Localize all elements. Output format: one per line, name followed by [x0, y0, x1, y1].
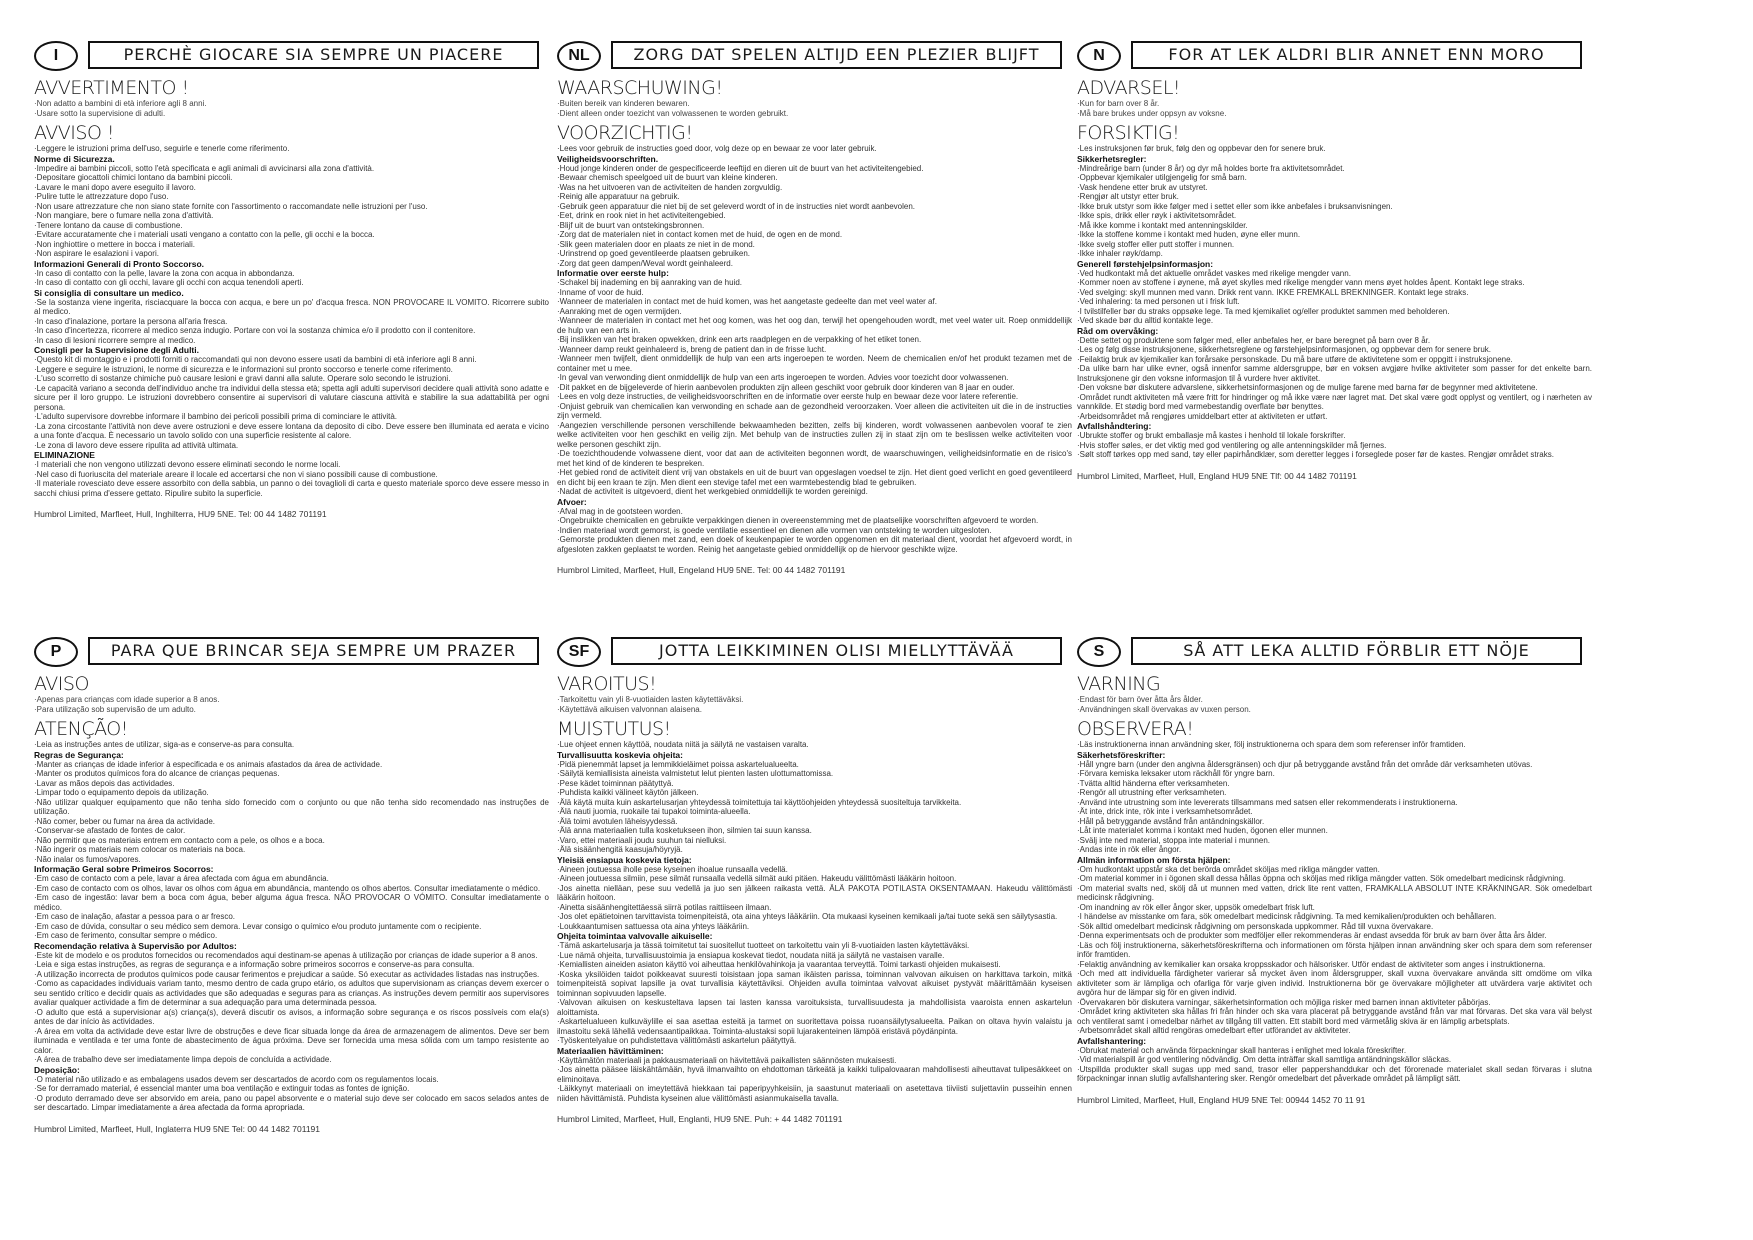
instruction-line: ·Älä toimi avotulen läheisyydessä. [557, 816, 678, 826]
instruction-line: ·Ved skade bør du alltid kontakte lege. [1077, 316, 1214, 325]
instruction-line: ·O produto derramado deve ser absorvido em areia, pano ou papel absorvente e o material sujo deve ser colocado em sacos selados antes de ser descartado. Limpar imediatamente a área afectada da forma apropriada. [34, 1093, 549, 1112]
warning-line: ·Må bare brukes under oppsyn av voksne. [1077, 109, 1227, 118]
instruction-line: ·Leggere le istruzioni prima dell'uso, seguirle e tenerle come riferimento. [34, 144, 290, 153]
warning-line: ·Usare sotto la supervisione di adulti. [34, 109, 166, 118]
instruction-line: ·Gemorste produkten dienen met zand, een doek of keukenpapier te worden opgenomen en dit materiaal dient, voordat het afgevoerd wordt, in afgesloten zakken geplaatst te worden. Reinig het aangetaste gebied onmiddellijk op de hiervoor geschikte wijze. [557, 535, 1072, 554]
instruction-line: ·Il materiale rovesciato deve essere assorbito con della sabbia, un panno o dei tovaglioli di carta e questo materiale sporco deve essere messo in sacchi chiusi prima d'essere gettato. Ripulire subito la superficie. [34, 479, 549, 498]
company-address: Humbrol Limited, Marfleet, Hull, Inglaterra HU9 5NE Tel: 00 44 1482 701191 [34, 1123, 321, 1134]
slogan-box: JOTTA LEIKKIMINEN OLISI MIELLYTTÄVÄÄ [611, 637, 1062, 665]
language-badge: SF [557, 637, 601, 667]
section-heading: Allmän information om första hjälpen: [1077, 854, 1231, 865]
instruction-line: ·Jos olet epätietoinen tarvittavista toimenpiteistä, ota aina yhteys lääkäriin. Ota mukaasi kyseinen kemikaali ja/tai tuote sekä sen säilytysastia. [557, 912, 1058, 921]
instruction-line: ·Om hudkontakt uppstår ska det berörda området sköljas med rikliga mängder vatten. [1077, 864, 1380, 874]
instruction-line: ·Em caso de dúvida, consultar o seu médico sem demora. Levar consigo o químico e/ou produto juntamente com o recipiente. [34, 921, 482, 931]
panel-fi [557, 634, 1072, 1194]
instruction-line: ·Não comer, beber ou fumar na área da actividade. [34, 816, 215, 826]
instruction-line: ·Evitare accuratamente che i materiali usati vengano a contatto con la pelle, gli occhi e la bocca. [34, 230, 375, 239]
instruction-line: ·Ikke svelg stoffer eller putt stoffer i munnen. [1077, 239, 1235, 249]
instruction-line: ·Obrukat material och använda förpackningar skall hanteras i enlighet med lokala föreskrifter. [1077, 1045, 1407, 1055]
instruction-line: ·Ainetta sisäänhengitettäessä siirrä potilas raittiiseen ilmaan. [557, 902, 772, 912]
instruction-line: ·In caso d'incertezza, ricorrere al medico senza indugio. Portare con voi la sostanza chimica e/o il prodotto con il contenitore. [34, 326, 476, 335]
instruction-line: ·Läikkynyt materiaali on imeytettävä hiekkaan tai paperipyyhkeisiin, ja saastunut materiaali on asetettava tiiviisti suljettaviin pusseihin ennen niiden hävittämistä. Puhdista kyseinen alue välittömästi asianmukaisella tavalla. [557, 1084, 1072, 1103]
instruction-line: ·Työskentelyalue on puhdistettava välittömästi askartelun päätyttyä. [557, 1036, 797, 1045]
instruction-line: ·Jos ainetta pääsee läiskähtämään, hyvä ilmanvaihto on ehdottoman tärkeätä ja kaikki tulipalovaaran mahdollisesti aiheuttavat tulipesäkkeet on eliminoitava. [557, 1065, 1072, 1084]
section-heading: Sikkerhetsregler: [1077, 153, 1147, 164]
instruction-line: ·Em caso de contacto com os olhos, lavar os olhos com água em abundância, mantendo os olhos abertos. Consultar imediatamente o médico. [34, 883, 541, 893]
instruction-line: ·Manter as crianças de idade inferior à especificada e os animais afastados da área de actividade. [34, 759, 383, 769]
instruction-line: ·Dette settet og produktene som følger med, eller anbefales her, er bare beregnet på barn over 8 år. [1077, 335, 1431, 345]
section-heading: Informação Geral sobre Primeiros Socorros: [34, 864, 214, 874]
section-heading: Råd om overvåking: [1077, 325, 1159, 336]
instruction-line: ·Nel caso di fuoriuscita del materiale areare il locale ed accertarsi che non vi siano possibili cause di combustione. [34, 469, 438, 479]
instruction-line: ·Impedire ai bambini piccoli, sotto l'età specificata e agli animali di avvicinarsi alla zona d'attività. [34, 163, 375, 173]
instruction-line: ·Arbeidsområdet må rengjøres umiddelbart etter at aktiviteten er utført. [1077, 411, 1328, 421]
instruction-line: ·Em caso de contacto com a pele, lavar a área afectada com água em abundância. [34, 874, 329, 883]
instruction-line: ·Aangezien verschillende personen verschillende bekwaamheden bezitten, zelfs bij kinderen, wordt volwassenen aanbevolen vooraf te zien welke activiteiten voor hen geschikt en veilig zijn. Met behulp van de instructies zullen zij in staat zijn om te beslissen welke activiteiten voor welke personen geschikt zijn. [557, 420, 1072, 449]
section-heading: Generell førstehjelpsinformasjon: [1077, 258, 1214, 269]
instruction-line: ·Eet, drink en rook niet in het activiteitengebied. [557, 211, 726, 220]
company-address: Humbrol Limited, Marfleet, Hull, Englanti, HU9 5NE. Puh: + 44 1482 701191 [557, 1114, 843, 1124]
instruction-line: ·Hvis stoffer søles, er det viktig med god ventilering og alle antenningskilder må fjernes. [1077, 440, 1387, 450]
instruction-line: ·Aanraking met de ogen vermijden. [557, 306, 682, 316]
instruction-line: ·Non mangiare, bere o fumare nella zona d'attività. [34, 211, 214, 220]
instruction-line: ·Feilaktig bruk av kjemikalier kan forårsake personskade. Du må bare utføre de aktivitetene som er oppgitt i instruksjonene. [1077, 354, 1513, 364]
instruction-line: ·Como as capacidades individuais variam tanto, mesmo dentro de cada grupo etário, os adultos que supervisionam as crianças devem exercer o seu sentido crítico e decidir quais as actividades que são adequadas e seguras para as crianças. As instruções devem permitir aos supervisores avaliar qualquer actividade a fim de determinar a sua adequação para uma determinada pessoa. [34, 979, 549, 1007]
caution-title: MUISTUTUS! [557, 718, 671, 740]
instruction-line: ·Älä käytä muita kuin askartelusarjan yhteydessä toimitettuja tai käyttöohjeiden yhteydessä suositeltuja tarvikkeita. [557, 797, 962, 807]
instruction-line: ·De toezichthoudende volwassene dient, voor dat aan de activiteiten begonnen wordt, de waarschuwingen, veiligheidsinformatie en de risico's met het kind of de kinderen te bespreken. [557, 449, 1072, 468]
instruction-line: ·Loukkaantumisen sattuessa ota aina yhteys lääkäriin. [557, 921, 750, 931]
instruction-line: ·Ved hudkontakt må det aktuelle området vaskes med rikelige mengder vann. [1077, 268, 1351, 278]
instruction-line: ·Sølt stoff tørkes opp med sand, tøy eller papirhåndklær, som deretter legges i forseglede poser før de kastes. Rengjør området straks. [1077, 450, 1554, 459]
instruction-line: ·Pulire tutte le attrezzature dopo l'uso. [34, 192, 169, 201]
caution-title: AVVISO ! [34, 122, 115, 144]
instruction-line: ·Låt inte materialet komma i kontakt med huden, ögonen eller munnen. [1077, 826, 1328, 835]
instruction-line: ·Lue nämä ohjeita, turvallisuustoimia ja ensiapua koskevat tiedot, noudata niitä ja säilytä ne vastaisen varalle. [557, 950, 945, 960]
instruction-line: ·Het gebied rond de activiteit dient vrij van obstakels en uit de buurt van opgeslagen voedsel te zijn. Het dient goed verlicht en goed geventileerd en dicht bij een kraan te zijn. Men dient een stevige tafel met een warmtebestendig blad te gebruiken. [557, 468, 1072, 487]
instruction-line: ·Non inghiottire o mettere in bocca i materiali. [34, 239, 195, 249]
instruction-line: ·Lees en volg deze instructies, de veiligheidsvoorschriften en de informatie over eerste hulp en bewaar deze voor latere referentie. [557, 392, 1019, 401]
instruction-line: ·Pese kädet toiminnan päätyttyä. [557, 778, 674, 788]
section-heading: Ohjeita toimintaa valvovalle aikuiselle: [557, 931, 713, 941]
instruction-line: ·Não permitir que os materiais entrem em contacto com a pele, os olhos e a boca. [34, 835, 325, 845]
warning-title: AVISO [34, 673, 89, 695]
instruction-line: ·Om material svalts ned, skölj då ut munnen med vatten, drick lite rent vatten, FRAMKALLA ABSOLUT INTE KRÄKNINGAR. Sök omedelbart medicinsk rådgivning. [1077, 883, 1592, 902]
caution-title: FORSIKTIG! [1077, 122, 1180, 144]
instruction-line: ·Älä sisäänhengitä kaasuja/höyryjä. [557, 845, 683, 854]
instruction-line: ·Leia e siga estas instruções, as regras de segurança e a informação sobre primeiros socorros e conserve-as para consulta. [34, 960, 475, 969]
instruction-line: ·Este kit de modelo e os produtos fornecidos ou recomendados aqui destinam-se apenas à utilização por crianças de idade superior a 8 anos. [34, 950, 538, 960]
instruction-line: ·Kemiallisten aineiden asiaton käyttö voi aiheuttaa henkilövahinkoja ja vaarantaa terveyttä. Toimi tarkasti ohjeiden mukaisesti. [557, 960, 1001, 969]
instruction-line: ·In caso di contatto con gli occhi, lavare gli occhi con acqua tenendoli aperti. [34, 278, 304, 287]
warning-line: ·Non adatto a bambini di età inferiore agli 8 anni. [34, 99, 207, 108]
warning-line: ·Buiten bereik van kinderen bewaren. [557, 99, 690, 108]
instruction-line: ·Käyttämätön materiaali ja pakkausmateriaali on hävitettävä paikallisten säännösten mukaisesti. [557, 1055, 897, 1065]
instruction-line: ·Bij inslikken van het braken opwekken, drink een arts raadplegen en de verpakking of het etiket tonen. [557, 335, 922, 344]
section-heading: Säkerhetsföreskrifter: [1077, 749, 1166, 760]
instruction-line: ·Svälj inte ned material, stoppa inte material i munnen. [1077, 835, 1270, 845]
instruction-line: ·Leia as instruções antes de utilizar, siga-as e conserve-as para consulta. [34, 740, 295, 749]
instruction-line: ·Området kring aktiviteten ska hållas fri från hinder och ska vara placerat på betryggande avstånd från var mat förvaras. Det ska vara väl belyst och ventilerat samt i omedelbar närhet av tillgång till vatten. Ett stabilt bord med värmetålig skiva är en lämplig arbetsplats. [1077, 1007, 1592, 1026]
instruction-line: ·In caso di lesioni ricorrere sempre al medico. [34, 335, 196, 345]
warning-line: ·Käytettävä aikuisen valvonnan alaisena. [557, 705, 702, 714]
slogan-box: SÅ ATT LEKA ALLTID FÖRBLIR ETT NÖJE [1131, 637, 1582, 665]
instruction-line: ·I tvilstilfeller bør du straks oppsøke lege. Ta med kjemikaliet og/eller produktet sammen med beholderen. [1077, 306, 1450, 316]
slogan-box: PARA QUE BRINCAR SEJA SEMPRE UM PRAZER [88, 637, 539, 665]
instruction-line: ·Tenere lontano da cause di combustione. [34, 220, 183, 230]
panel-header [1077, 634, 1592, 670]
warning-line: ·Endast för barn över åtta års ålder. [1077, 695, 1203, 704]
instruction-line: ·Sök alltid omedelbart medicinsk rådgivning om personskada uppkommer. Råd till vuxna övervakare. [1077, 921, 1434, 931]
warning-line: ·Dient alleen onder toezicht van volwassenen te worden gebruikt. [557, 109, 789, 118]
instruction-line: ·Ikke inhaler røyk/damp. [1077, 249, 1163, 258]
language-badge: P [34, 637, 78, 667]
instruction-line: ·Não utilizar qualquer equipamento que não tenha sido fornecido com o conjunto ou que não tenha sido recomendado nas instruções de utilização. [34, 797, 549, 816]
panel-nl [557, 38, 1072, 598]
instruction-line: ·Området rundt aktiviteten må være fritt for hindringer og må ikke være nær lagret mat. Det skal være godt opplyst og ventilert, og i nærheten av vannkilde. Et stødig bord med varmebestandig overflate bør benyttes. [1077, 392, 1592, 411]
instruction-line: ·I materiali che non vengono utilizzati devono essere eliminati secondo le norme locali. [34, 460, 341, 469]
instruction-line: ·Houd jonge kinderen onder de gespecificeerde leeftijd en dieren uit de buurt van het activiteitengebied. [557, 163, 924, 173]
instruction-line: ·Afval mag in de gootsteen worden. [557, 506, 683, 516]
instruction-line: ·Älä nauti juomia, ruokaile tai tupakoi toiminta-alueella. [557, 807, 751, 816]
warning-line: ·Para utilização sob supervisão de um adulto. [34, 705, 196, 714]
instruction-line: ·Tämä askartelusarja ja tässä toimitetut tai suositellut tuotteet on tarkoitettu vain yli 8-vuotiaiden lasten käytettäväksi. [557, 941, 970, 950]
instruction-line: ·Ikke spis, drikk eller røyk i aktivitetsområdet. [1077, 211, 1237, 220]
section-heading: ELIMINAZIONE [34, 450, 95, 460]
instruction-line: ·Om inandning av rök eller ångor sker, uppsök omedelbart frisk luft. [1077, 902, 1315, 912]
instruction-line: ·A utilização incorrecta de produtos químicos pode causar ferimentos e prejudicar a saúde. Só executar as actividades listadas nas instruções. [34, 969, 540, 979]
instruction-line: ·Reinig alle apparatuur na gebruik. [557, 192, 680, 201]
instruction-line: ·Lavare le mani dopo avere eseguito il lavoro. [34, 182, 196, 192]
warning-title: ADVARSEL! [1077, 77, 1181, 99]
instruction-line: ·Bewaar chemisch speelgoed uit de buurt van kleine kinderen. [557, 173, 778, 182]
instruction-line: ·L'adulto supervisore dovrebbe informare il bambino dei pericoli possibili prima di cominciare le attività. [34, 412, 398, 421]
instruction-line: ·O material não utilizado e as embalagens usados devem ser descartados de acordo com os regulamentos locais. [34, 1074, 439, 1084]
instruction-line: ·Ikke la stoffene komme i kontakt med huden, øyne eller munn. [1077, 230, 1301, 239]
instruction-line: ·La zona circostante l'attività non deve avere ostruzioni e deve essere lontana da deposito di cibo. Deve essere ben illuminata ed aerata e vicino a una fonte d'acqua. È necessario un tavolo solido con una superficie resistente al calore. [34, 421, 549, 440]
instruction-line: ·Den voksne bør diskutere advarslene, sikkerhetsinformasjonen og de mulige farene med barna før de begynner med aktivitetene. [1077, 383, 1538, 392]
section-heading: Yleisiä ensiapua koskevia tietoja: [557, 854, 692, 865]
instruction-line: ·Valvovan aikuisen on keskusteltava lapsen tai lasten kanssa varoituksista, turvallisuudesta ja mahdollisista vaaroista ennen askartelun aloittamista. [557, 998, 1072, 1017]
instruction-line: ·Må ikke komme i kontakt med antenningskilder. [1077, 220, 1248, 230]
instruction-line: ·Vid materialspill är god ventilering nödvändig. Om detta inträffar skall samtliga antändningskällor släckas. [1077, 1055, 1452, 1064]
warning-title: WAARSCHUWING! [557, 77, 723, 99]
instruction-line: ·Nadat de activiteit is uitgevoerd, dient het werkgebied onmiddellijk te worden gereinigd. [557, 487, 868, 496]
caution-title: OBSERVERA! [1077, 718, 1194, 740]
section-heading: Informatie over eerste hulp: [557, 268, 669, 278]
section-heading: Avfallshåndtering: [1077, 421, 1152, 431]
instruction-line: ·Lue ohjeet ennen käyttöä, noudata niitä ja säilytä ne vastaisen varalta. [557, 740, 809, 749]
instruction-line: ·Ved svelging: skyll munnen med vann. Drikk rent vann. IKKE FREMKALL BREKNINGER. Kontakt lege straks. [1077, 287, 1469, 297]
slogan-box: PERCHÈ GIOCARE SIA SEMPRE UN PIACERE [88, 41, 539, 69]
instruction-line: ·Varo, ettei materiaali joudu suuhun tai nielluksi. [557, 835, 727, 845]
section-heading: Regras de Segurança: [34, 749, 124, 760]
instruction-line: ·Blijf uit de buurt van ontstekingsbronnen. [557, 220, 705, 230]
instruction-line: ·Se la sostanza viene ingerita, risciacquare la bocca con acqua, e bere un po' d'acqua fresca. NON PROVOCARE IL VOMITO. Ricorrere subito al medico. [34, 297, 549, 316]
section-heading: Turvallisuutta koskevia ohjeita: [557, 749, 683, 760]
company-address: Humbrol Limited, Marfleet, Hull, Engeland HU9 5NE. Tel: 00 44 1482 701191 [557, 565, 846, 575]
instruction-line: ·Gebruik geen apparatuur die niet bij de set geleverd wordt of in de instructies niet wordt aanbevolen. [557, 201, 915, 211]
instruction-line: ·Rengjør alt utstyr etter bruk. [1077, 192, 1179, 201]
warning-line: ·Kun for barn over 8 år. [1077, 99, 1160, 108]
instruction-line: ·Slik geen materialen door en plaats ze niet in de mond. [557, 239, 755, 249]
instruction-line: ·Arbetsområdet skall alltid rengöras omedelbart efter utförandet av aktiviteter. [1077, 1026, 1351, 1035]
instruction-line: ·Använd inte utrustning som inte levererats tillsammans med satsen eller rekommenderats i instruktionerna. [1077, 797, 1458, 807]
instruction-line: ·Ongebruikte chemicalien en gebruikte verpakkingen dienen in overeenstemming met de plaatselijke voorschriften afgevoerd te worden. [557, 516, 1039, 525]
instruction-line: ·Wanneer de materialen in contact met het oog komen, was het oog dan, terwijl het opengehouden wordt, met veel water uit. Roep onmiddellijk de hulp van een arts in. [557, 316, 1072, 335]
panel-header [557, 38, 1072, 74]
instruction-line: ·Não inalar os fumos/vapores. [34, 854, 141, 864]
panel-header [34, 634, 549, 670]
caution-title: ATENÇÃO! [34, 718, 128, 740]
instruction-line: ·O adulto que está a supervisionar a(s) criança(s), deverá discutir os avisos, a informação sobre segurança e os riscos possíveis com ela(s) antes de dar início às actividades. [34, 1007, 549, 1026]
instruction-line: ·Inname of voor de huid. [557, 287, 644, 297]
instruction-line: ·Ät inte, drick inte, rök inte i verksamhetsområdet. [1077, 807, 1253, 816]
section-heading: Norme di Sicurezza. [34, 153, 115, 164]
instruction-line: ·Em caso de ingestão: lavar bem a boca com água, beber alguma água fresca. NÃO PROVOCAR O VÓMITO. Consultar imediatamente o médico. [34, 893, 549, 912]
instruction-line: ·Se for derramado material, é essencial manter uma boa ventilação e extinguir todas as fontes de ignição. [34, 1084, 410, 1093]
instruction-line: ·Conservar-se afastado de fontes de calor. [34, 826, 186, 835]
instruction-line: ·Non usare attrezzature che non siano state fornite con l'assortimento o raccomandate nelle istruzioni per l'uso. [34, 201, 428, 211]
slogan-box: FOR AT LEK ALDRI BLIR ANNET ENN MORO [1131, 41, 1582, 69]
instruction-line: ·Denna experimentsats och de produkter som medföljer eller rekommenderas är endast avsedda för bruk av barn över åtta års ålder. [1077, 931, 1547, 940]
instruction-line: ·Depositare giocattoli chimici lontano da bambini piccoli. [34, 173, 233, 182]
warning-title: AVVERTIMENTO ! [34, 77, 189, 99]
instruction-line: ·A área em volta da actividade deve estar livre de obstruções e deve ficar situada longe da área de armazenagem de alimentos. Deve ser bem iluminada e ventilada e ter uma fonte de abastecimento de água próxima. Deve ser fornecida uma mesa sólida com um tampo resistente ao calor. [34, 1026, 549, 1055]
panel-header [34, 38, 549, 74]
instruction-line: ·Håll på betryggande avstånd från antändningskällor. [1077, 816, 1265, 826]
instruction-line: ·Säilytä kemiallisista aineista valmistetut lelut pienten lasten ulottumattomissa. [557, 769, 834, 778]
instruction-line: ·Askartelualueen kulkuväylille ei saa asettaa esteitä ja tarmet on suoritettava poissa ruoansäilytysalueelta. Paikan on oltava hyvin valaistu ja ilmastoitu sekä lähellä vedensaantipaikkaa. Toiminta-alustaksi sopii lujarakenteinen lämpöä eristävä pöydänpinta. [557, 1017, 1072, 1036]
instruction-line: ·Onjuist gebruik van chemicalien kan verwonding en schade aan de gezondheid veroorzaken. Voer alleen die activiteiten uit die in de instructies zijn vermeld. [557, 401, 1072, 420]
section-heading: Consigli per la Supervisione degli Adulti. [34, 345, 199, 355]
instruction-line: ·Kommer noen av stoffene i øynene, må øyet skylles med rikelige mengder vann mens øyet holdes åpent. Kontakt lege straks. [1077, 278, 1525, 287]
panel-header [1077, 38, 1592, 74]
instruction-line: ·I händelse av misstanke om fara, sök omedelbart medicinsk rådgivning. Ta med kemikalien/produkten och behållaren. [1077, 912, 1497, 921]
instruction-line: ·Em caso de ferimento, consultar sempre o médico. [34, 931, 218, 940]
instruction-line: ·Les og følg disse instruksjonene, sikkerhetsreglene og førstehjelpsinformasjonen, og oppbevar dem for senere bruk. [1077, 345, 1491, 354]
section-heading: Avfallshantering: [1077, 1035, 1147, 1046]
instruction-line: ·Zorg dat de materialen niet in contact komen met de huid, de ogen en de mond. [557, 230, 843, 239]
instruction-line: ·Zorg dat geen dampen/Weval wordt geinhaleerd. [557, 258, 733, 268]
section-heading: Deposição: [34, 1064, 80, 1075]
instruction-line: ·Övervakaren bör diskutera varningar, säkerhetsinformation och möjliga risker med barnen innan aktiviteter påbörjas. [1077, 997, 1491, 1007]
instruction-line: ·Läs och följ instruktionerna, säkerhetsföreskrifterna och informationen om första hjälpen innan användning sker och spara dem som referenser inför framtiden. [1077, 940, 1592, 959]
section-heading: Si consiglia di consultare un medico. [34, 287, 184, 298]
instruction-line: ·Aineen joutuessa iholle pese kyseinen ihoalue runsaalla vedellä. [557, 864, 788, 874]
company-address: Humbrol Limited, Marfleet, Hull, England HU9 5NE Tel: 00944 1452 70 11 91 [1077, 1094, 1366, 1105]
section-heading: Recomendação relativa à Supervisão por Adultos: [34, 940, 237, 951]
instruction-line: ·In caso d'inalazione, portare la persona all'aria fresca. [34, 316, 228, 326]
panel-pt [34, 634, 549, 1194]
warning-line: ·Tarkoitettu vain yli 8-vuotiaiden lasten käytettäväksi. [557, 695, 744, 704]
language-badge: NL [557, 41, 601, 71]
instruction-line: ·Wanneer de materialen in contact met de huid komen, was het aangetaste gedeelte dan met veel water af. [557, 297, 937, 306]
slogan-box: ZORG DAT SPELEN ALTIJD EEN PLEZIER BLIJFT [611, 41, 1062, 69]
instruction-line: ·In caso di contatto con la pelle, lavare la zona con acqua in abbondanza. [34, 268, 295, 278]
instruction-line: ·Limpar todo o equipamento depois da utilização. [34, 788, 209, 797]
instruction-line: ·Koska yksilöiden taidot poikkeavat suuresti toisistaan jopa saman ikäisten parissa, toiminnan valvovan aikuisen on harkittava tarkoin, mitkä toimenpiteistä sopivat lapsille ja ovat turvallisia käytettäviksi. Ohjeiden avulla toimintaa valvovat aikuiset pystyvät määrittämään kyseisen toiminnan sopivuuden lapselle. [557, 969, 1072, 998]
warning-title: VAROITUS! [557, 673, 657, 695]
instruction-line: ·Le zona di lavoro deve essere ripulita ad attività ultimata. [34, 440, 239, 450]
instruction-line: ·Da ulike barn har ulike evner, også innenfor samme aldersgruppe, bør en voksen avgjøre hvilke aktiviteter som passer for det enkelte barn. Instruksjonene gir den voksne informasjon til å vurdere hver aktivitet. [1077, 364, 1592, 383]
instruction-line: ·A área de trabalho deve ser imediatamente limpa depois de concluída a actividade. [34, 1055, 332, 1064]
warning-title: VARNING [1077, 673, 1161, 695]
instruction-line: ·Pidä pienemmät lapset ja lemmikkieläimet poissa askartelualueelta. [557, 759, 799, 769]
instruction-line: ·L'uso scorretto di sostanze chimiche può causare lesioni e gravi danni alla salute. Operare solo secondo le istruzioni. [34, 374, 451, 383]
instruction-line: ·Em caso de inalação, afastar a pessoa para o ar fresco. [34, 912, 235, 921]
instruction-line: ·Le capacità variano a seconda dell'individuo anche tra individui della stessa età; spetta agli adulti supervisori decidere quali attività sono adatte e sicure per il loro gruppo. Le istruzioni dovrebbero consentire ai supervisori di valutare ciascuna attività e stabilire la sua adattabilità per ogni persona. [34, 383, 549, 412]
instruction-line: ·Questo kit di montaggio e i prodotti forniti o raccomandati qui non devono essere usati da bambini di età inferiore agli 8 anni. [34, 355, 477, 364]
warning-line: ·Användningen skall övervakas av vuxen person. [1077, 705, 1251, 714]
instruction-line: ·Schakel bij inademing en bij aanraking van de huid. [557, 278, 743, 287]
instruction-line: ·Läs instruktionerna innan användning sker, följ instruktionerna och spara dem som referenser inför framtiden. [1077, 740, 1466, 749]
instruction-line: ·Ved inhalering: ta med personen ut i frisk luft. [1077, 297, 1240, 306]
instruction-line: ·Lavar as mãos depois das actividades. [34, 778, 175, 788]
instruction-line: ·Rengör all utrustning efter verksamheten. [1077, 788, 1227, 797]
instruction-line: ·Non aspirare le esalazioni i vapori. [34, 249, 159, 258]
warning-line: ·Apenas para crianças com idade superior a 8 anos. [34, 695, 220, 704]
instruction-line: ·Om material kommer in i ögonen skall dessa hållas öppna och sköljas med rikliga mängder vatten. Sök omedelbart medicinsk rådgivning. [1077, 874, 1566, 883]
instruction-line: ·Oppbevar kjemikaler utilgjengelig for små barn. [1077, 173, 1247, 182]
section-heading: Informazioni Generali di Pronto Soccorso. [34, 258, 205, 269]
panel-it [34, 38, 549, 598]
section-heading: Afvoer: [557, 496, 587, 507]
instruction-line: ·Andas inte in rök eller ångor. [1077, 845, 1182, 854]
language-badge: S [1077, 637, 1121, 667]
instruction-line: ·Och med att individuella färdigheter varierar så mycket även inom åldersgrupper, skall vuxna övervakare använda sitt omdöme om vilka aktiviteter som är lämpliga och ofarliga för varje given individ. Instruktionerna bör ge övervakare möjligheter att utvärdera varje aktivitet och avgöra hur de lämpar sig för en given individ. [1077, 969, 1592, 997]
language-badge: I [34, 41, 78, 71]
instruction-line: ·Wanneer damp reukt geinhaleerd is, breng de patient dan in de frisse lucht. [557, 344, 827, 354]
language-badge: N [1077, 41, 1121, 71]
instruction-line: ·Dit pakket en de bijgeleverde of hierin aanbevolen produkten zijn alleen geschikt voor gebruik door kinderen van 8 jaar en ouder. [557, 382, 1015, 392]
instruction-line: ·Lees voor gebruik de instructies goed door, volg deze op en bewaar ze voor later gebruik. [557, 144, 877, 153]
instruction-line: ·Les instruksjonen før bruk, følg den og oppbevar den for senere bruk. [1077, 144, 1326, 153]
instruction-line: ·Utspillda produkter skall sugas upp med sand, trasor eller pappershanddukar och det förorenade materialet skall sedan förvaras i slutna förpackningar innan slutlig avfallshantering sker. Rengör omedelbart det påverkade området på lämpligt sätt. [1077, 1064, 1592, 1083]
instruction-line: ·In geval van verwonding dient onmiddellijk de hulp van een arts ingeroepen te worden. Advies voor toezicht door volwassenen. [557, 373, 1009, 382]
instruction-line: ·Mindreårige barn (under 8 år) og dyr må holdes borte fra aktivitetsområdet. [1077, 163, 1345, 173]
instruction-line: ·Manter os produtos químicos fora do alcance de crianças pequenas. [34, 769, 280, 778]
instruction-line: ·Puhdista kaikki välineet käytön jälkeen. [557, 788, 699, 797]
panel-se [1077, 634, 1592, 1194]
panel-header [557, 634, 1072, 670]
instruction-line: ·Felaktig användning av kemikalier kan orsaka kroppsskador och hälsorisker. Utför endast de aktiviteter som anges i instruktionerna. [1077, 959, 1546, 969]
instruction-line: ·Was na het uitvoeren van de activiteiten de handen zorgvuldig. [557, 182, 783, 192]
panel-no [1077, 38, 1592, 598]
instruction-line: ·Jos ainetta nielläan, pese suu vedellä ja juo sen jälkeen raikasta vettä. ÄLÄ PAKOTA POTILASTA OKSENTAMAAN. Hakeudu välittömästi lääkärin hoitoon. [557, 883, 1072, 902]
instruction-line: ·Förvara kemiska leksaker utom räckhåll för yngre barn. [1077, 769, 1275, 778]
caution-title: VOORZICHTIG! [557, 122, 693, 144]
instruction-line: ·Não ingerir os materiais nem colocar os materiais na boca. [34, 845, 246, 854]
instruction-line: ·Älä anna materiaalien tulla kosketukseen ihon, silmien tai suun kanssa. [557, 826, 812, 835]
instruction-line: ·Urinstrend op goed geventileerde plaatsen gebruiken. [557, 249, 751, 258]
company-address: Humbrol Limited, Marfleet, Hull, England HU9 5NE Tlf: 00 44 1482 701191 [1077, 470, 1357, 481]
instruction-line: ·Indien materiaal wordt gemorst, is goede ventilatie essentieel en dienen alle vormen van ontsteking te worden uitgesloten. [557, 525, 992, 535]
instruction-line: ·Wanneer men twijfelt, dient onmiddellijk de hulp van een arts ingeroepen te worden. Neem de chemicalien en/of het produkt tezamen met de container met u mee. [557, 354, 1072, 373]
instruction-line: ·Ubrukte stoffer og brukt emballasje må kastes i henhold til lokale forskrifter. [1077, 431, 1346, 440]
instruction-line: ·Håll yngre barn (under den angivna åldersgränsen) och djur på betryggande avstånd från det område där verksamheten utövas. [1077, 759, 1533, 769]
instruction-line: ·Tvätta alltid händerna efter verksamheten. [1077, 778, 1230, 788]
instruction-line: ·Vask hendene etter bruk av utstyret. [1077, 182, 1208, 192]
section-heading: Materiaalien hävittäminen: [557, 1045, 664, 1056]
instruction-line: ·Ikke bruk utstyr som ikke følger med i settet eller som ikke anbefales i bruksanvisningen. [1077, 201, 1393, 211]
instruction-line: ·Leggere e seguire le istruzioni, le norme di sicurezza e le informazioni sul pronto soccorso e tenerle come riferimento. [34, 364, 453, 374]
section-heading: Veiligheidsvoorschriften. [557, 153, 659, 164]
company-address: Humbrol Limited, Marfleet, Hull, Inghilterra, HU9 5NE. Tel: 00 44 1482 701191 [34, 509, 327, 519]
instruction-line: ·Aineen joutuessa silmiin, pese silmät runsaalla vedellä silmät auki pitäen. Hakeudu välittömästi lääkärin hoitoon. [557, 874, 957, 883]
